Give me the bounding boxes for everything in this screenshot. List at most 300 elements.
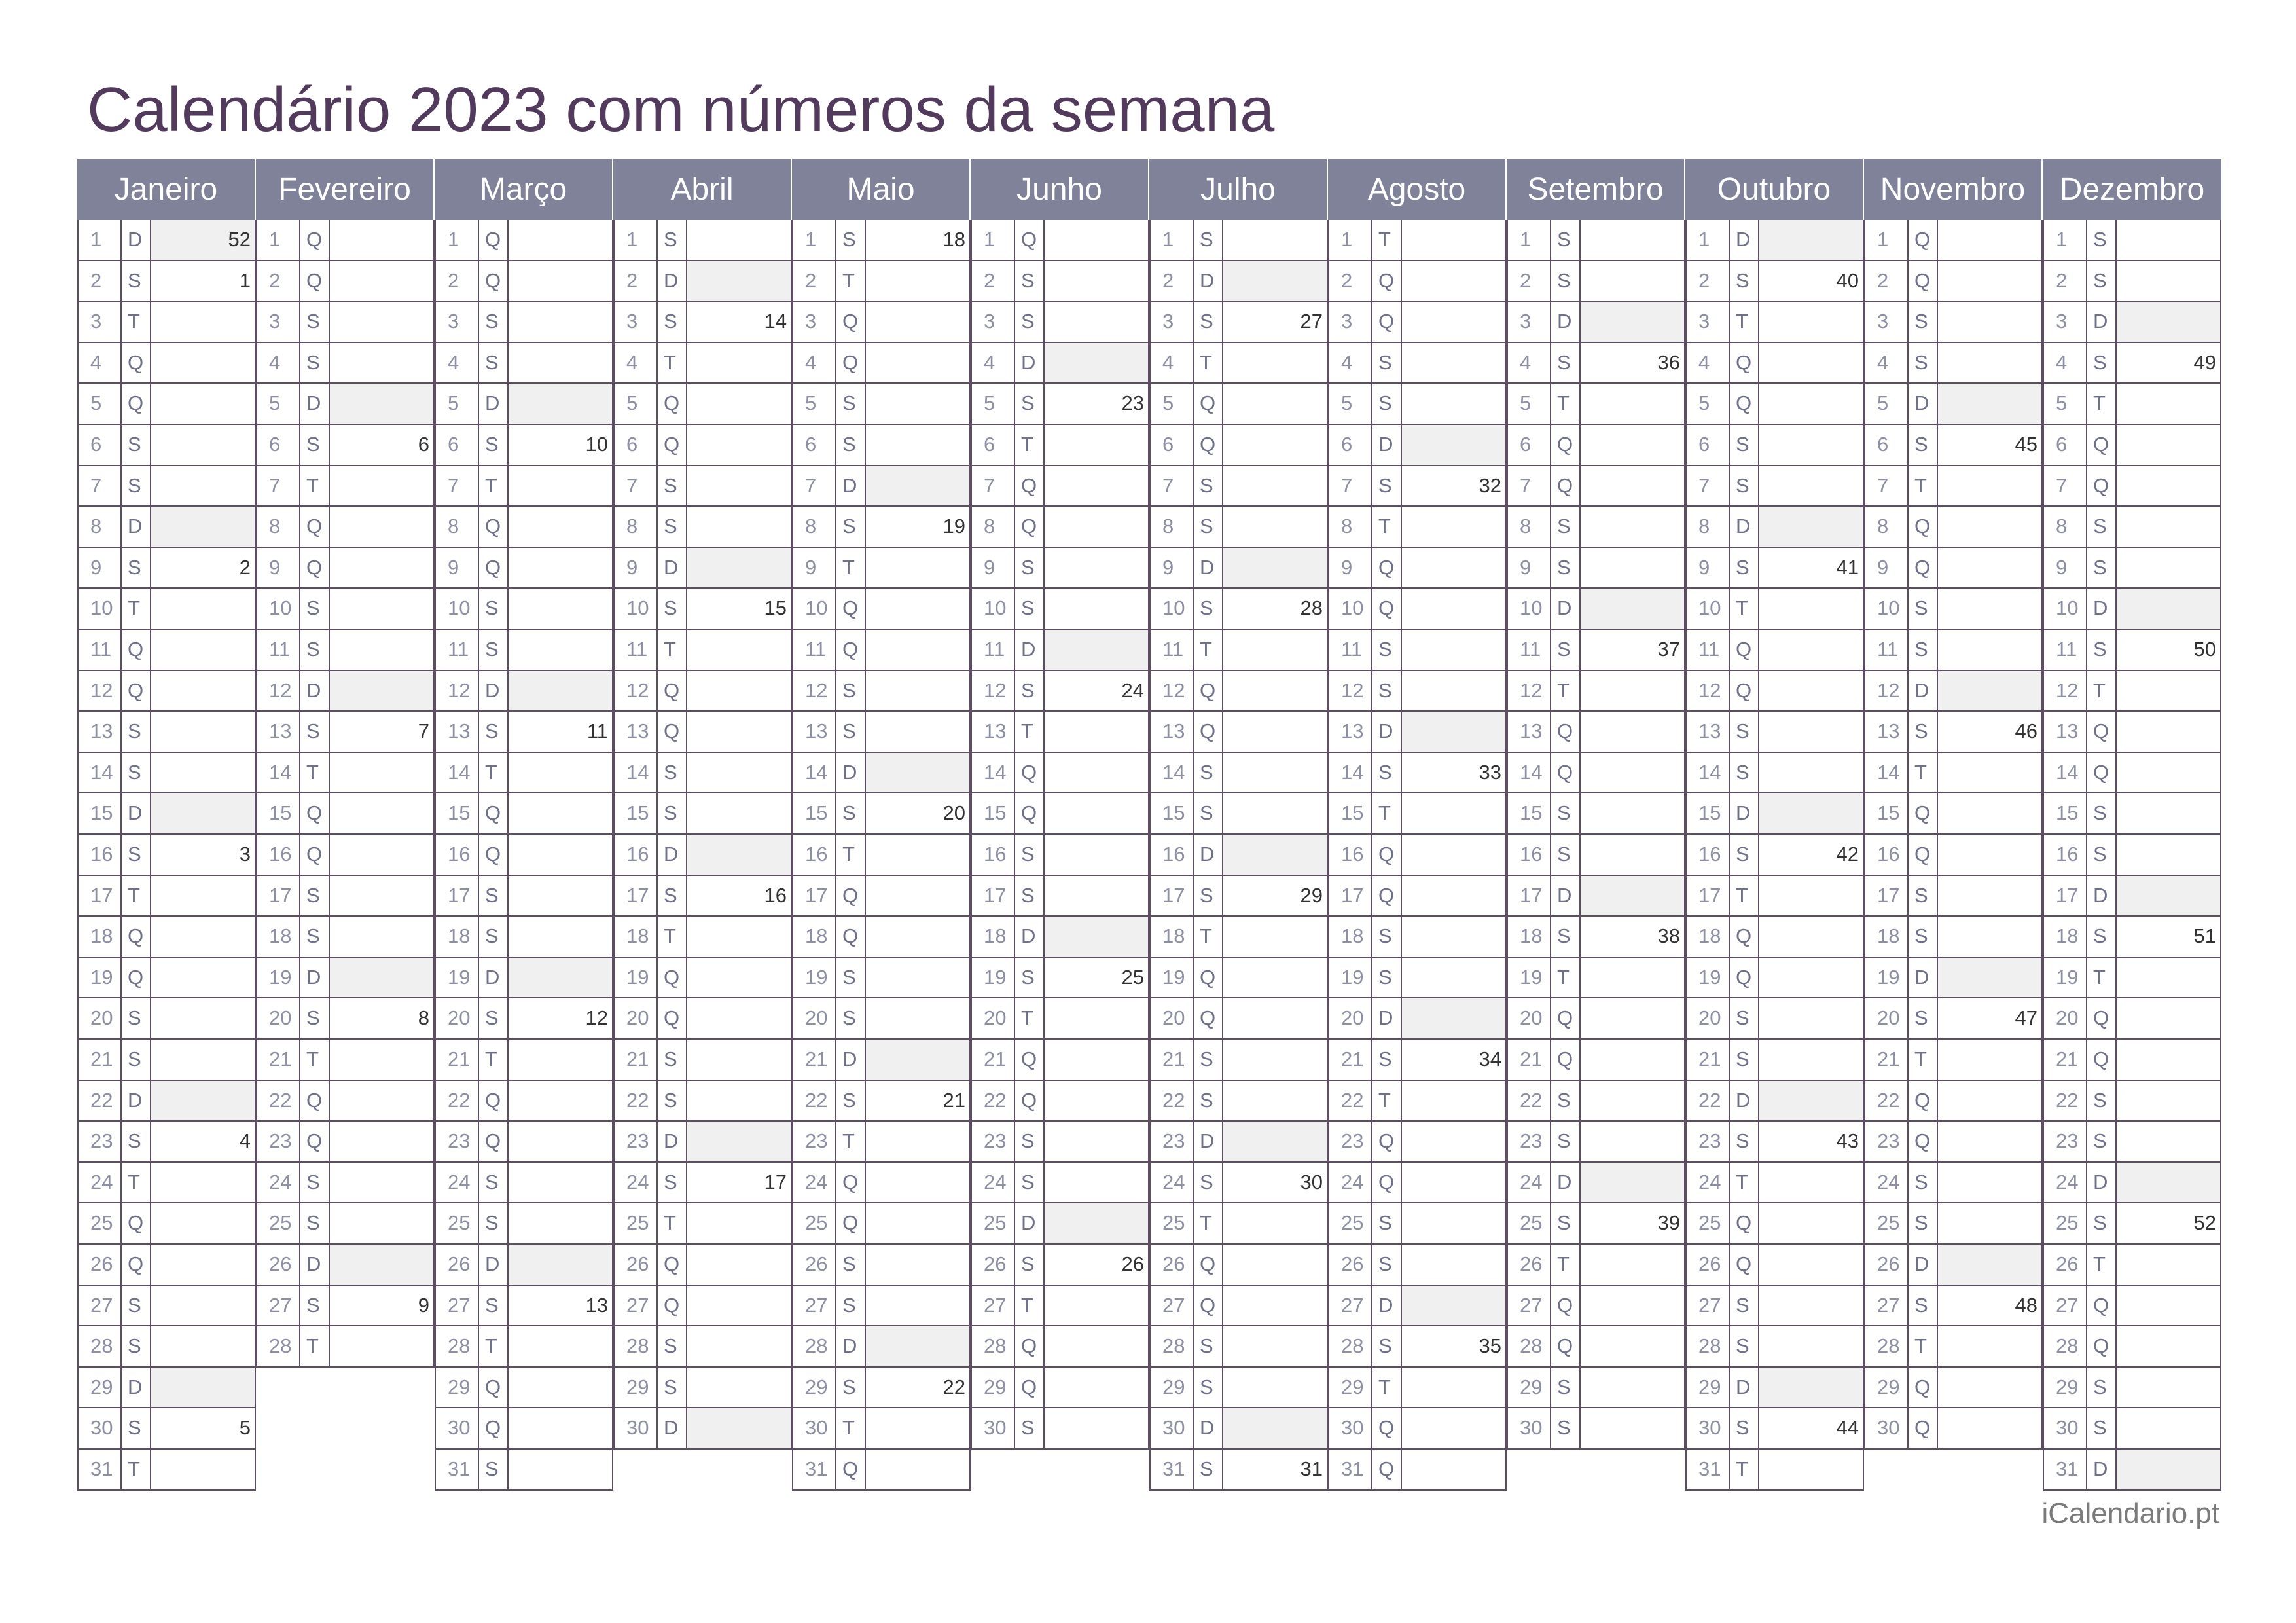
week-number — [1045, 876, 1148, 916]
weekday-letter: S — [1372, 1040, 1402, 1080]
week-number — [330, 1245, 433, 1285]
weekday-letter: D — [122, 1368, 151, 1408]
day-number: 7 — [793, 466, 836, 506]
week-number — [1402, 220, 1505, 260]
week-number — [509, 220, 612, 260]
day-row — [1864, 1081, 2043, 1122]
day-number: 23 — [1151, 1122, 1194, 1161]
day-row — [1328, 1040, 1507, 1081]
day-row — [77, 712, 256, 753]
week-number — [151, 1040, 255, 1080]
day-row — [792, 1163, 971, 1204]
weekday-letter: S — [122, 1408, 151, 1448]
week-number — [2117, 1326, 2220, 1366]
day-row — [2043, 753, 2221, 794]
day-row — [1685, 1326, 1864, 1368]
weekday-letter: S — [836, 507, 866, 547]
day-number: 7 — [79, 466, 122, 506]
weekday-letter: S — [1730, 261, 1759, 301]
weekday-letter: T — [1372, 220, 1402, 260]
day-number: 28 — [1508, 1326, 1551, 1366]
day-row — [1149, 917, 1328, 958]
week-number: 49 — [2193, 350, 2216, 374]
day-row — [77, 1286, 256, 1327]
weekday-letter: Q — [300, 507, 330, 547]
day-number: 17 — [2044, 876, 2087, 916]
day-row — [1328, 712, 1507, 753]
day-row — [1864, 384, 2043, 425]
week-number — [509, 630, 612, 670]
day-number: 24 — [436, 1163, 479, 1203]
day-number: 22 — [1865, 1081, 1909, 1121]
day-row — [1328, 835, 1507, 876]
month-header: Dezembro — [2043, 159, 2221, 220]
week-number — [509, 1163, 612, 1203]
day-row — [1507, 998, 1685, 1040]
week-number — [509, 835, 612, 875]
weekday-letter: S — [1909, 712, 1938, 752]
weekday-letter: S — [658, 1040, 687, 1080]
weekday-letter: S — [2087, 261, 2117, 301]
weekday-letter: Q — [1194, 1286, 1223, 1326]
week-number — [1759, 1040, 1863, 1080]
weekday-letter: D — [658, 835, 687, 875]
week-number: 40 — [1836, 268, 1859, 292]
day-row — [1864, 876, 2043, 917]
week-number — [1223, 425, 1327, 465]
day-row — [1685, 1203, 1864, 1245]
week-number — [1938, 630, 2041, 670]
day-row — [77, 917, 256, 958]
week-number: 38 — [1657, 924, 1680, 948]
day-row — [1507, 466, 1685, 507]
day-number: 19 — [1865, 958, 1909, 998]
day-row — [792, 876, 971, 917]
day-row — [971, 1326, 1149, 1368]
day-number: 16 — [1151, 835, 1194, 875]
week-number — [866, 302, 969, 342]
day-number: 1 — [793, 220, 836, 260]
week-number — [687, 712, 791, 752]
week-number — [1938, 958, 2041, 998]
day-row — [435, 589, 613, 630]
day-row — [1328, 1081, 1507, 1122]
week-number — [1045, 1203, 1148, 1243]
weekday-letter: S — [1551, 548, 1581, 588]
weekday-letter: Q — [300, 835, 330, 875]
weekday-letter: S — [1551, 220, 1581, 260]
day-row — [77, 1326, 256, 1368]
weekday-letter: D — [1015, 917, 1045, 957]
weekday-letter: Q — [2087, 753, 2117, 793]
day-number: 14 — [1687, 753, 1730, 793]
week-number — [151, 425, 255, 465]
day-row — [1507, 261, 1685, 302]
day-row — [792, 261, 971, 302]
day-row — [1328, 753, 1507, 794]
day-number: 9 — [1508, 548, 1551, 588]
week-number — [1223, 1408, 1327, 1448]
week-number — [1045, 1040, 1148, 1080]
week-number: 24 — [1121, 678, 1144, 702]
day-number: 23 — [257, 1122, 300, 1161]
day-number: 22 — [257, 1081, 300, 1121]
day-row — [1685, 1245, 1864, 1286]
day-number: 19 — [1508, 958, 1551, 998]
day-row — [1149, 589, 1328, 630]
day-number: 14 — [257, 753, 300, 793]
weekday-letter: S — [1194, 507, 1223, 547]
month-header: Agosto — [1328, 159, 1507, 220]
weekday-letter: S — [1551, 630, 1581, 670]
weekday-letter: D — [658, 1408, 687, 1448]
weekday-letter: Q — [836, 589, 866, 629]
weekday-letter: S — [658, 1163, 687, 1203]
week-number — [1045, 917, 1148, 957]
weekday-letter: S — [300, 589, 330, 629]
day-row — [971, 466, 1149, 507]
week-number — [687, 261, 791, 301]
week-number — [1402, 917, 1505, 957]
day-row — [1149, 1081, 1328, 1122]
day-row — [435, 917, 613, 958]
weekday-letter: Q — [122, 343, 151, 383]
week-number — [687, 753, 791, 793]
day-row — [77, 507, 256, 548]
weekday-letter: Q — [2087, 1040, 2117, 1080]
day-row — [435, 998, 613, 1040]
day-number: 7 — [1151, 466, 1194, 506]
day-number: 19 — [793, 958, 836, 998]
weekday-letter: S — [479, 876, 509, 916]
day-row — [1864, 589, 2043, 630]
day-number: 25 — [2044, 1203, 2087, 1243]
day-row — [1685, 1450, 1864, 1491]
week-number — [1581, 958, 1684, 998]
weekday-letter: S — [1730, 1408, 1759, 1448]
weekday-letter: Q — [2087, 712, 2117, 752]
day-number: 23 — [793, 1122, 836, 1161]
weekday-letter: S — [122, 835, 151, 875]
weekday-letter: Q — [1015, 466, 1045, 506]
weekday-letter: S — [836, 1286, 866, 1326]
weekday-letter: Q — [836, 343, 866, 383]
weekday-letter: T — [658, 343, 687, 383]
day-number: 18 — [793, 917, 836, 957]
week-number: 23 — [1121, 392, 1144, 415]
day-number: 11 — [615, 630, 658, 670]
day-number: 3 — [1329, 302, 1372, 342]
week-number — [1402, 1286, 1505, 1326]
week-number — [1402, 1408, 1505, 1448]
week-number — [330, 220, 433, 260]
week-number: 42 — [1836, 843, 1859, 866]
weekday-letter: D — [122, 507, 151, 547]
weekday-letter: D — [479, 671, 509, 711]
day-number: 20 — [436, 998, 479, 1038]
day-number: 14 — [1151, 753, 1194, 793]
weekday-letter: D — [1909, 1245, 1938, 1285]
day-number: 4 — [1508, 343, 1551, 383]
day-number: 18 — [972, 917, 1015, 957]
week-number — [1581, 261, 1684, 301]
day-row — [792, 507, 971, 548]
day-number: 25 — [972, 1203, 1015, 1243]
day-row — [1149, 712, 1328, 753]
weekday-letter: S — [479, 917, 509, 957]
week-number — [330, 302, 433, 342]
weekday-letter: Q — [1194, 998, 1223, 1038]
day-number: 21 — [257, 1040, 300, 1080]
weekday-letter: S — [479, 302, 509, 342]
day-number: 19 — [1151, 958, 1194, 998]
day-number: 18 — [1687, 917, 1730, 957]
week-number — [866, 261, 969, 301]
day-row — [1149, 1122, 1328, 1163]
weekday-letter: Q — [1909, 548, 1938, 588]
week-number — [687, 835, 791, 875]
week-number — [1759, 1163, 1863, 1203]
day-number: 5 — [1151, 384, 1194, 424]
day-row — [1328, 917, 1507, 958]
day-number: 17 — [79, 876, 122, 916]
weekday-letter: T — [1015, 1286, 1045, 1326]
weekday-letter: S — [1194, 220, 1223, 260]
weekday-letter: S — [1909, 343, 1938, 383]
week-number — [151, 507, 255, 547]
week-number — [866, 712, 969, 752]
day-row — [613, 384, 792, 425]
weekday-letter: T — [300, 1040, 330, 1080]
day-number: 11 — [972, 630, 1015, 670]
day-row — [1507, 1245, 1685, 1286]
day-row — [792, 753, 971, 794]
day-number: 16 — [972, 835, 1015, 875]
week-number — [1402, 876, 1505, 916]
day-row — [435, 302, 613, 343]
day-row — [77, 630, 256, 671]
day-number: 12 — [793, 671, 836, 711]
day-number: 28 — [1151, 1326, 1194, 1366]
day-number: 6 — [793, 425, 836, 465]
weekday-letter: T — [122, 1163, 151, 1203]
day-row — [792, 1408, 971, 1450]
weekday-letter: D — [300, 958, 330, 998]
day-number: 18 — [257, 917, 300, 957]
weekday-letter: D — [658, 1122, 687, 1161]
day-number: 20 — [615, 998, 658, 1038]
day-number: 30 — [1687, 1408, 1730, 1448]
week-number — [509, 917, 612, 957]
week-number: 45 — [2015, 433, 2037, 456]
week-number — [1759, 343, 1863, 383]
day-row — [1685, 958, 1864, 999]
week-number — [1045, 1326, 1148, 1366]
weekday-letter: Q — [658, 712, 687, 752]
weekday-letter: S — [658, 302, 687, 342]
weekday-letter: Q — [1015, 220, 1045, 260]
day-number: 3 — [1865, 302, 1909, 342]
week-number — [687, 466, 791, 506]
day-number: 20 — [793, 998, 836, 1038]
day-row — [971, 302, 1149, 343]
week-number — [2117, 835, 2220, 875]
day-row — [1149, 1040, 1328, 1081]
weekday-letter: Q — [1194, 671, 1223, 711]
day-number: 7 — [1865, 466, 1909, 506]
week-number — [509, 507, 612, 547]
day-row — [613, 876, 792, 917]
weekday-letter: D — [1194, 548, 1223, 588]
week-number — [1938, 1326, 2041, 1366]
week-number — [1045, 998, 1148, 1038]
day-number: 30 — [793, 1408, 836, 1448]
week-number — [330, 793, 433, 833]
weekday-letter: T — [1194, 343, 1223, 383]
week-number: 12 — [585, 1006, 608, 1030]
day-row — [1328, 220, 1507, 261]
weekday-letter: Q — [479, 835, 509, 875]
weekday-letter: Q — [1015, 1368, 1045, 1408]
week-number — [330, 1081, 433, 1121]
day-number: 16 — [2044, 835, 2087, 875]
day-number: 26 — [79, 1245, 122, 1285]
weekday-letter: S — [1909, 630, 1938, 670]
week-number — [866, 958, 969, 998]
day-row — [613, 1122, 792, 1163]
weekday-letter: D — [122, 220, 151, 260]
day-row — [613, 220, 792, 261]
weekday-letter: S — [122, 1122, 151, 1161]
day-number: 28 — [1865, 1326, 1909, 1366]
weekday-letter: T — [479, 466, 509, 506]
weekday-letter: S — [1372, 466, 1402, 506]
week-number — [866, 1326, 969, 1366]
weekday-letter: S — [1551, 261, 1581, 301]
day-number: 28 — [972, 1326, 1015, 1366]
week-number: 25 — [1121, 965, 1144, 989]
week-number — [2117, 1286, 2220, 1326]
week-number — [1759, 671, 1863, 711]
week-number — [1045, 1081, 1148, 1121]
day-number: 7 — [257, 466, 300, 506]
weekday-letter: S — [479, 998, 509, 1038]
day-row — [1685, 753, 1864, 794]
day-row — [1864, 630, 2043, 671]
day-row — [971, 1408, 1149, 1450]
day-number: 25 — [436, 1203, 479, 1243]
day-number: 26 — [615, 1245, 658, 1285]
day-number: 28 — [793, 1326, 836, 1366]
day-row — [1328, 630, 1507, 671]
week-number — [330, 876, 433, 916]
day-number: 11 — [793, 630, 836, 670]
weekday-letter: S — [300, 1286, 330, 1326]
day-row — [792, 1245, 971, 1286]
weekday-letter: S — [836, 425, 866, 465]
day-number: 5 — [257, 384, 300, 424]
week-number — [330, 1163, 433, 1203]
day-number: 18 — [1329, 917, 1372, 957]
day-number: 20 — [1865, 998, 1909, 1038]
day-number: 20 — [79, 998, 122, 1038]
week-number — [1402, 261, 1505, 301]
day-number: 26 — [793, 1245, 836, 1285]
day-number: 20 — [257, 998, 300, 1038]
week-number — [2117, 1450, 2220, 1489]
weekday-letter: T — [1015, 712, 1045, 752]
week-number — [866, 917, 969, 957]
day-number: 30 — [1508, 1408, 1551, 1448]
weekday-letter: S — [122, 1040, 151, 1080]
weekday-letter: D — [1909, 671, 1938, 711]
day-number: 15 — [793, 793, 836, 833]
week-number — [1045, 793, 1148, 833]
weekday-letter: S — [479, 425, 509, 465]
day-row — [1864, 1122, 2043, 1163]
weekday-letter: S — [836, 220, 866, 260]
weekday-letter: Q — [300, 220, 330, 260]
day-number: 14 — [972, 753, 1015, 793]
day-number: 9 — [257, 548, 300, 588]
weekday-letter: S — [658, 220, 687, 260]
week-number — [1581, 1081, 1684, 1121]
week-number — [2117, 712, 2220, 752]
week-number — [1759, 384, 1863, 424]
week-number — [509, 1326, 612, 1366]
week-number: 22 — [942, 1375, 965, 1398]
day-number: 9 — [793, 548, 836, 588]
day-number: 30 — [615, 1408, 658, 1448]
week-number — [1759, 1286, 1863, 1326]
day-row — [435, 1368, 613, 1409]
day-row — [971, 261, 1149, 302]
weekday-letter: S — [1015, 548, 1045, 588]
day-row — [1685, 998, 1864, 1040]
weekday-letter: S — [1730, 425, 1759, 465]
week-number — [1938, 384, 2041, 424]
day-row — [2043, 548, 2221, 589]
weekday-letter: T — [836, 1408, 866, 1448]
weekday-letter: S — [2087, 1408, 2117, 1448]
day-number: 20 — [1329, 998, 1372, 1038]
weekday-letter: T — [1730, 589, 1759, 629]
day-row — [1328, 876, 1507, 917]
week-number: 13 — [585, 1293, 608, 1317]
day-number: 29 — [436, 1368, 479, 1408]
week-number — [1581, 220, 1684, 260]
day-number: 3 — [615, 302, 658, 342]
week-number — [509, 1368, 612, 1408]
weekday-letter: D — [836, 466, 866, 506]
week-number: 48 — [2015, 1293, 2037, 1317]
weekday-letter: Q — [658, 998, 687, 1038]
week-number — [1581, 753, 1684, 793]
day-number: 7 — [1508, 466, 1551, 506]
week-number — [330, 548, 433, 588]
week-number — [866, 343, 969, 383]
weekday-letter: T — [300, 1326, 330, 1366]
weekday-letter: D — [1194, 1408, 1223, 1448]
day-row — [792, 671, 971, 712]
week-number — [1759, 1326, 1863, 1366]
week-number — [1402, 302, 1505, 342]
day-number: 5 — [972, 384, 1015, 424]
day-row — [971, 1286, 1149, 1327]
day-row — [613, 1245, 792, 1286]
day-row — [613, 630, 792, 671]
weekday-letter: T — [1551, 384, 1581, 424]
